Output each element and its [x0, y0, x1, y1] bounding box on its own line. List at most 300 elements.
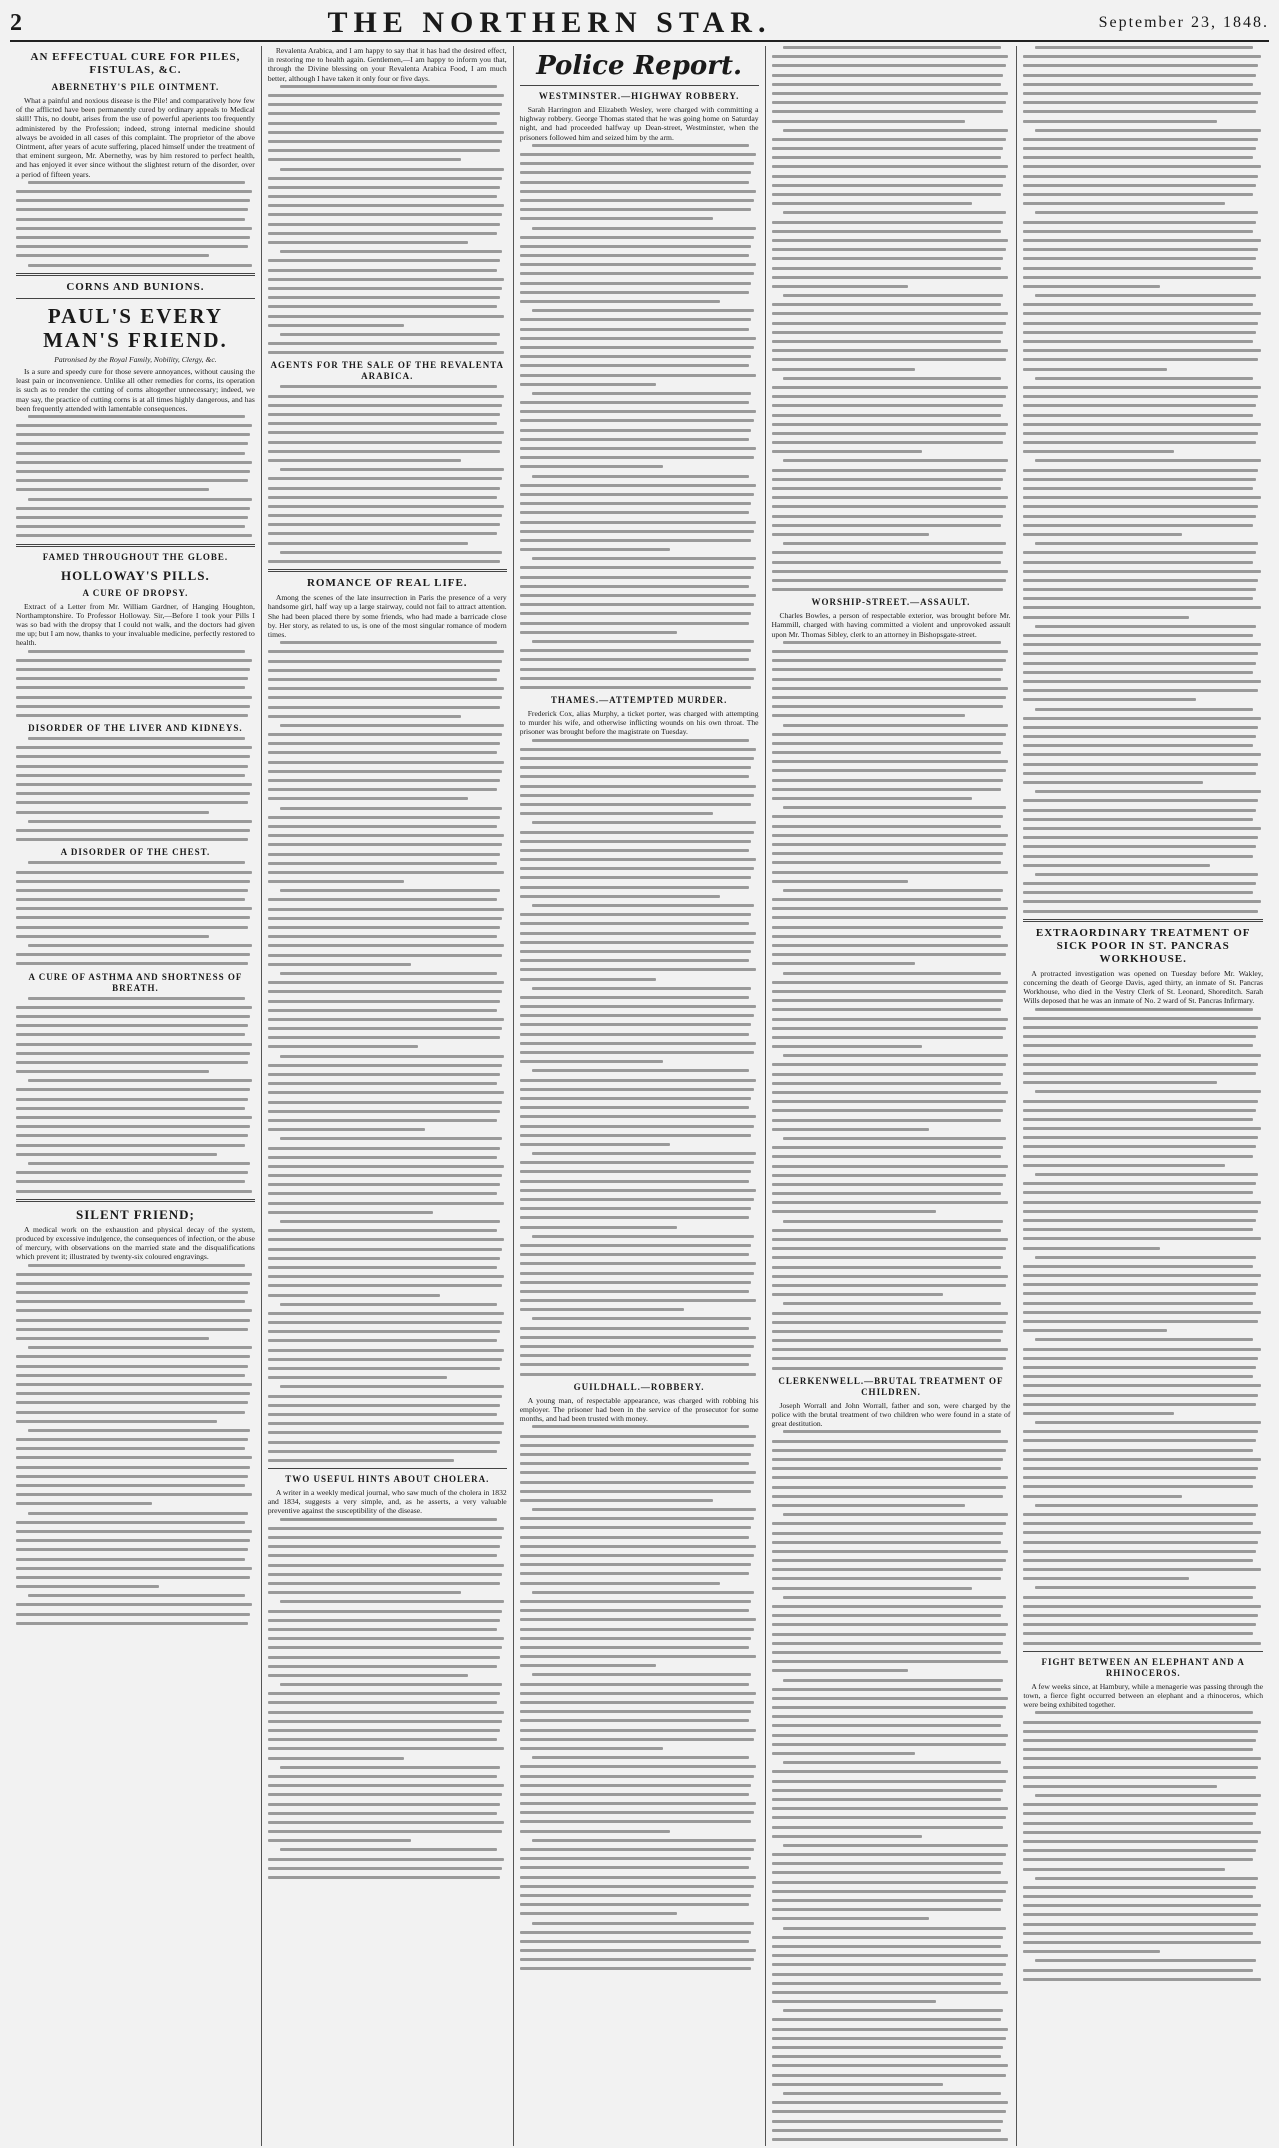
text-line	[520, 603, 754, 606]
text-line	[772, 175, 1006, 178]
text-line	[268, 1395, 502, 1398]
text-line	[772, 1826, 1004, 1829]
text-line	[772, 659, 1006, 662]
text-line	[268, 1128, 426, 1131]
text-line	[520, 410, 756, 413]
text-line	[16, 1134, 248, 1137]
text-line	[520, 1747, 663, 1750]
text-line	[520, 1033, 749, 1036]
text-line	[1035, 708, 1253, 711]
text-line	[268, 1045, 418, 1048]
text-line	[520, 1710, 752, 1713]
text-line	[1023, 1614, 1258, 1617]
text-line	[268, 496, 497, 499]
text-line	[520, 1545, 756, 1548]
text-line	[772, 1063, 1006, 1066]
text-line	[1035, 46, 1253, 49]
text-line	[1023, 1357, 1258, 1360]
text-line	[772, 981, 1008, 984]
text-line	[772, 478, 1004, 481]
ad-silent-friend-heading: SILENT FRIEND;	[75, 1206, 195, 1222]
text-line	[772, 276, 1008, 279]
text-line	[16, 208, 248, 211]
text-line	[16, 1365, 248, 1368]
text-line	[16, 1420, 217, 1423]
text-line	[520, 1207, 752, 1210]
text-line	[1023, 1596, 1253, 1599]
text-line	[520, 1125, 754, 1128]
text-line	[1023, 331, 1255, 334]
text-line	[28, 1264, 245, 1267]
text-line	[772, 2083, 944, 2086]
text-line	[520, 272, 754, 275]
text-line	[772, 515, 1004, 518]
text-line	[520, 199, 754, 202]
text-line	[268, 1266, 497, 1269]
text-line	[520, 585, 749, 588]
text-line	[16, 1484, 245, 1487]
text-line	[268, 1554, 497, 1557]
text-line	[520, 162, 754, 165]
text-line	[772, 861, 1001, 864]
text-line	[268, 1018, 504, 1021]
text-line	[520, 812, 713, 815]
police-section-1-text: Sarah Harrington and Elizabeth Wesley, were charged with committing a highway robbery. George Thomas stated that he was going home on Saturday night, and had proceeded halfway up Dean-street, Westminster, when the prisoners followed him and seized him by the arm.	[519, 105, 759, 142]
text-line	[772, 1550, 1008, 1553]
text-line	[1023, 763, 1258, 766]
text-line	[520, 1609, 749, 1612]
text-line	[520, 1299, 756, 1302]
text-line	[772, 852, 1004, 855]
text-line	[1023, 1577, 1188, 1580]
ad-piles-subheading: ABERNETHY'S PILE OINTMENT.	[51, 82, 220, 92]
text-line	[520, 1618, 756, 1621]
text-line	[1023, 165, 1260, 168]
text-line	[16, 880, 250, 883]
text-line	[1035, 1173, 1258, 1176]
text-line	[520, 419, 754, 422]
text-line	[520, 539, 752, 542]
text-line	[520, 1336, 756, 1339]
text-line	[1023, 1100, 1258, 1103]
text-line	[520, 1134, 752, 1137]
text-line	[280, 250, 502, 253]
text-line	[16, 1502, 152, 1505]
text-line	[16, 1052, 250, 1055]
text-line	[16, 926, 248, 929]
text-line	[783, 1302, 1000, 1305]
text-line	[1023, 74, 1255, 77]
text-line	[268, 342, 497, 345]
text-line	[783, 2009, 1003, 2012]
text-line	[520, 1701, 754, 1704]
text-line	[520, 922, 749, 925]
text-line	[772, 1724, 1001, 1727]
text-line	[28, 1512, 248, 1515]
text-line	[16, 442, 248, 445]
text-line	[772, 760, 1008, 763]
text-line	[772, 1532, 1004, 1535]
text-line	[1023, 1081, 1217, 1084]
text-line	[520, 548, 670, 551]
text-line	[1023, 1237, 1260, 1240]
text-line	[520, 1115, 756, 1118]
text-line	[1023, 202, 1224, 205]
text-line	[268, 94, 504, 97]
text-line	[783, 46, 1000, 49]
text-line	[532, 640, 754, 643]
text-line	[268, 204, 504, 207]
text-line	[772, 1780, 1006, 1783]
text-line	[1023, 864, 1210, 867]
text-line	[520, 1517, 754, 1520]
ad-friend-heading: PAUL'S EVERY MAN'S FRIEND.	[43, 303, 228, 352]
text-line	[1023, 1384, 1260, 1387]
text-line	[520, 766, 752, 769]
police-section-4-text: Charles Bowles, a person of respectable exterior, was brought before Mr. Hammill, charged with having committed a violent and unprovoked assault upon Mr. Thomas Sibley, clerk to an attorney in Bishopsgate-street.	[771, 611, 1011, 639]
text-line	[16, 1456, 252, 1459]
text-line	[772, 110, 1004, 113]
text-line	[520, 757, 754, 760]
text-line	[1023, 1458, 1260, 1461]
text-line	[1023, 1366, 1255, 1369]
text-line	[772, 779, 1004, 782]
text-line	[268, 1404, 500, 1407]
text-line	[268, 131, 504, 134]
text-line	[520, 1719, 749, 1722]
text-line	[268, 1619, 500, 1622]
text-line	[1023, 1531, 1260, 1534]
text-line	[1023, 432, 1258, 435]
text-line	[1023, 120, 1217, 123]
text-line	[16, 1061, 248, 1064]
text-line	[268, 450, 500, 453]
text-line	[1023, 1292, 1255, 1295]
text-line	[520, 1226, 678, 1229]
text-line	[268, 1628, 497, 1631]
text-line	[520, 748, 756, 751]
text-line	[772, 898, 1001, 901]
text-line	[520, 282, 752, 285]
text-line	[268, 1156, 497, 1159]
text-line	[772, 962, 915, 965]
text-line	[1023, 110, 1255, 113]
text-line	[1023, 1785, 1217, 1788]
text-line	[772, 926, 1004, 929]
text-line	[16, 254, 209, 257]
text-line	[1023, 753, 1260, 756]
text-line	[16, 1171, 248, 1174]
text-line	[268, 816, 500, 819]
text-line	[772, 1577, 1001, 1580]
text-line	[532, 1152, 757, 1155]
text-line	[1023, 1559, 1253, 1562]
text-line	[532, 1235, 754, 1238]
text-line	[772, 1100, 1006, 1103]
text-line	[1023, 1895, 1253, 1898]
text-line	[1023, 1858, 1253, 1861]
text-line	[520, 785, 756, 788]
text-line	[772, 1871, 1001, 1874]
text-line	[772, 1486, 1006, 1489]
text-line	[1023, 1412, 1174, 1415]
text-line	[772, 579, 1006, 582]
text-line	[1023, 1145, 1255, 1148]
text-line	[268, 1000, 500, 1003]
text-line	[520, 895, 721, 898]
text-line	[16, 1411, 245, 1414]
text-line	[520, 208, 752, 211]
text-line	[268, 241, 469, 244]
text-line	[16, 1585, 159, 1588]
text-line	[16, 677, 248, 680]
text-line	[28, 861, 245, 864]
text-line	[16, 765, 248, 768]
text-line	[772, 1073, 1004, 1076]
text-line	[772, 1082, 1001, 1085]
text-line	[268, 296, 500, 299]
text-line	[520, 1738, 754, 1741]
text-line	[1023, 239, 1260, 242]
text-line	[772, 687, 1008, 690]
text-line	[268, 1692, 500, 1695]
ad-holloway-heading: FAMED THROUGHOUT THE GLOBE.	[42, 551, 229, 562]
text-line	[16, 1328, 248, 1331]
text-line	[1023, 1449, 1253, 1452]
text-line	[1023, 1063, 1258, 1066]
text-line	[268, 122, 497, 125]
text-line	[772, 1449, 1006, 1452]
text-line	[1035, 1090, 1260, 1093]
text-line	[268, 487, 500, 490]
text-line	[1023, 257, 1255, 260]
text-line	[280, 468, 505, 471]
text-line	[268, 404, 502, 407]
text-line	[1023, 1849, 1255, 1852]
text-line	[268, 1082, 497, 1085]
text-line	[268, 944, 504, 947]
text-line	[1035, 1959, 1255, 1962]
text-line	[268, 687, 504, 690]
text-line	[772, 788, 1001, 791]
text-line	[783, 1596, 1005, 1599]
text-line	[16, 705, 250, 708]
text-line	[1023, 505, 1258, 508]
text-line	[268, 1545, 500, 1548]
text-line	[772, 733, 1006, 736]
body-filler	[268, 385, 507, 563]
body-filler	[16, 415, 255, 537]
text-line	[772, 92, 1008, 95]
text-line	[16, 1567, 252, 1570]
text-line	[268, 898, 497, 901]
text-line	[1023, 1247, 1160, 1250]
text-line	[520, 484, 756, 487]
text-line	[520, 429, 752, 432]
text-line	[1035, 1877, 1258, 1880]
text-line	[1023, 1822, 1253, 1825]
text-line	[520, 668, 756, 671]
text-line	[16, 1098, 248, 1101]
text-line	[16, 953, 250, 956]
text-line	[532, 1508, 757, 1511]
ad-holloway-subheading: HOLLOWAY'S PILLS.	[61, 567, 210, 583]
text-line	[1023, 1739, 1255, 1742]
text-line	[772, 1321, 1006, 1324]
text-line	[16, 1392, 250, 1395]
text-line	[16, 1401, 248, 1404]
text-line	[532, 1591, 754, 1594]
text-line	[520, 383, 656, 386]
text-line	[16, 452, 245, 455]
text-line	[520, 1060, 663, 1063]
text-line	[520, 1005, 756, 1008]
text-line	[1023, 1127, 1260, 1130]
text-line	[772, 1458, 1004, 1461]
text-line	[1023, 1329, 1167, 1332]
text-line	[1023, 1467, 1258, 1470]
text-line	[520, 996, 749, 999]
text-line	[772, 1018, 1008, 1021]
text-line	[1023, 1513, 1255, 1516]
text-line	[1023, 404, 1255, 407]
text-line	[1023, 855, 1253, 858]
text-line	[772, 101, 1006, 104]
text-line	[268, 351, 504, 354]
text-line	[1023, 358, 1258, 361]
text-line	[520, 374, 756, 377]
text-line	[772, 138, 1006, 141]
text-line	[16, 488, 209, 491]
text-line	[520, 932, 756, 935]
text-line	[1023, 101, 1258, 104]
text-line	[268, 1248, 502, 1251]
text-line	[268, 140, 502, 143]
text-line	[268, 1803, 500, 1806]
text-line	[1023, 717, 1260, 720]
text-line	[772, 1119, 1001, 1122]
text-line	[1035, 1794, 1260, 1797]
text-line	[280, 1518, 497, 1521]
text-line	[520, 263, 756, 266]
text-line	[772, 1660, 1008, 1663]
text-line	[520, 181, 749, 184]
text-line	[16, 525, 245, 528]
text-line	[520, 858, 756, 861]
police-section-1: WESTMINSTER.—HIGHWAY ROBBERY.	[538, 91, 740, 101]
text-line	[16, 470, 250, 473]
text-line	[268, 103, 502, 106]
text-line	[772, 1697, 1008, 1700]
body-filler	[16, 997, 255, 1193]
text-line	[772, 2064, 1008, 2067]
text-line	[520, 1363, 749, 1366]
text-line	[268, 770, 502, 773]
text-line	[268, 1413, 497, 1416]
text-line	[1023, 698, 1196, 701]
workhouse-text: A protracted investigation was opened on Tuesday before Mr. Wakley, concerning the death of George Davis, aged thirty, an inmate of St. Pancras Workhouse, who died in the Vestry Clerk of St. Leonard, Shoreditch. Sarah Wills deposed that he was an inmate of No. 2 ward of St. Pancras Infirmary.	[1023, 968, 1264, 1006]
text-line	[268, 1656, 500, 1659]
text-line	[772, 257, 1004, 260]
masthead	[10, 6, 1269, 42]
text-line	[268, 1358, 502, 1361]
ad-holloway-case-2: DISORDER OF THE LIVER AND KIDNEYS.	[28, 723, 243, 734]
text-line	[268, 1119, 497, 1122]
text-line	[520, 1345, 754, 1348]
text-line	[772, 487, 1001, 490]
text-line	[280, 1766, 500, 1769]
text-line	[772, 1991, 1008, 1994]
text-line	[268, 514, 502, 517]
text-line	[16, 516, 248, 519]
text-line	[1023, 156, 1253, 159]
text-line	[520, 1444, 754, 1447]
text-line	[532, 987, 752, 990]
text-line	[16, 1190, 252, 1193]
text-line	[268, 853, 500, 856]
text-line	[1023, 1072, 1255, 1075]
text-line	[772, 1651, 1001, 1654]
text-line	[520, 941, 754, 944]
text-line	[268, 650, 504, 653]
text-line	[772, 815, 1004, 818]
text-line	[268, 751, 497, 754]
elephant-text: A few weeks since, at Hambury, while a menagerie was passing through the town, a fierce fight occurred between an elephant and a rhinoceros, which were being exhibited together.	[1023, 1681, 1264, 1710]
text-line	[520, 346, 754, 349]
text-line	[268, 935, 497, 938]
text-line	[16, 811, 209, 814]
text-line	[16, 1300, 245, 1303]
text-line	[16, 1383, 252, 1386]
text-line	[772, 1467, 1001, 1470]
text-line	[1023, 1430, 1258, 1433]
text-line	[1023, 1803, 1258, 1806]
text-line	[268, 1527, 504, 1530]
body-filler	[1023, 46, 1263, 913]
text-line	[532, 1839, 757, 1842]
text-line	[268, 1867, 502, 1870]
text-line	[1023, 1642, 1260, 1645]
text-line	[1035, 873, 1258, 876]
text-line	[1023, 1886, 1255, 1889]
ad-holloway-case-4: A CURE OF ASTHMA AND SHORTNESS OF BREATH.	[28, 971, 243, 993]
text-line	[268, 834, 504, 837]
text-line	[268, 908, 504, 911]
text-line	[268, 1674, 469, 1677]
text-line	[783, 641, 1000, 644]
body-filler	[772, 46, 1011, 591]
text-line	[520, 1885, 754, 1888]
text-line	[268, 1229, 497, 1232]
text-line	[16, 962, 248, 965]
text-line	[16, 1088, 250, 1091]
text-line	[772, 1330, 1004, 1333]
text-line	[520, 328, 749, 331]
text-line	[772, 668, 1004, 671]
cholera-heading: TWO USEFUL HINTS ABOUT CHOLERA.	[285, 1474, 490, 1485]
text-line	[520, 1857, 752, 1860]
text-line	[772, 1899, 1004, 1902]
text-line	[268, 213, 502, 216]
text-line	[520, 1554, 754, 1557]
text-line	[1023, 1118, 1253, 1121]
text-line	[772, 1440, 1008, 1443]
text-line	[268, 1027, 502, 1030]
text-line	[16, 1493, 252, 1496]
text-line	[772, 834, 1008, 837]
text-line	[1023, 1495, 1181, 1498]
text-line	[280, 168, 505, 171]
